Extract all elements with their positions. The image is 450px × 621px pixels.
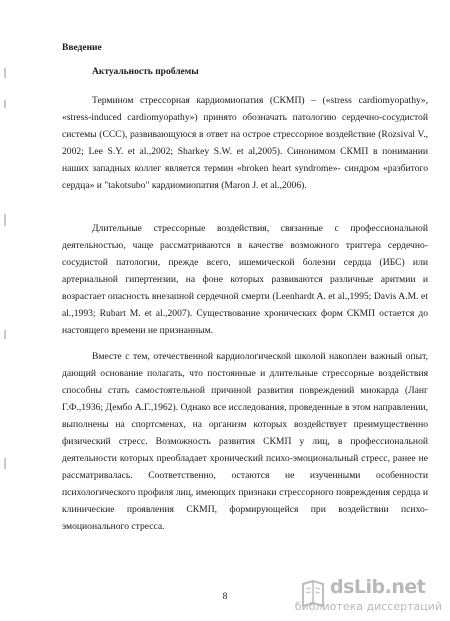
section-heading: Введение bbox=[62, 43, 102, 53]
paragraph: Вместе с тем, отечественной кардиологической школой накоплен важный опыт, дающий основание полагать, что постоянные и длительные стрессорные воздействия способны стать самостоятельной причиной развития повреждений миокарда (Ланг Г.Ф.,1936; Дембо А.Г.,1962). Однако все исследования, проведенные в этом направлении, выполнены на спортсменах, на организм которых воздействует преимущественно физический стресс. Возможность развития СКМП у лиц, в профессиональной деятельности которых преобладает хронический психо-эмоциональный стресс, ранее не рассматривалась. Соответственно, остаются не изученными особенности психологического профиля лиц, имеющих признаки стрессорного повреждения сердца и клинические проявления СКМП, формирующейся при воздействии психо-эмоционального стресса. bbox=[62, 351, 428, 532]
margin-mark bbox=[4, 330, 6, 339]
margin-mark bbox=[4, 100, 6, 108]
page-number: 8 bbox=[222, 592, 228, 602]
margin-mark bbox=[4, 458, 6, 469]
watermark-site: dsLib.net bbox=[330, 576, 426, 598]
watermark-caption: библиотека диссертаций bbox=[294, 600, 442, 613]
paragraph: Длительные стрессорные воздействия, связанные с профессиональной деятельностью, чаще рассматриваются в качестве возможного триггера сердечно-сосудистой патологии, прежде всего, ишемической болезни сердца (ИБС) или артериальной гипертензии, на фоне которых развиваются различные аритмии и возрастает опасность внезапной сердечной смерти (Leenhardt A. et al.,1995; Davis A.M. et al.,1993; Rubart M. et al.,2007). Существование хронических форм СКМП остается до настоящего времени не признанным. bbox=[62, 223, 428, 336]
margin-mark bbox=[4, 214, 6, 226]
section-subheading: Актуальность проблемы bbox=[92, 67, 199, 77]
margin-mark bbox=[4, 68, 6, 78]
watermark bbox=[292, 576, 442, 616]
paragraph: Термином стрессорная кардиомиопатия (СКМП) – («stress cardiomyopathy», «stress-induced cardiomyopathy») принято обозначать патологию сердечно-сосудистой системы (ССС), развивающуюся в ответ на острое стрессорное воздействие (Rozsival V., 2002; Lee S.Y. et al.,2002; Sharkey S.W. et al,2005). Синонимом СКМП в понимании наших западных коллег является термин «broken heart syndrome»- синдром «разбитого сердца» и "takotsubo" кардиомиопатия (Maron J. et al.,2006). bbox=[62, 95, 428, 191]
